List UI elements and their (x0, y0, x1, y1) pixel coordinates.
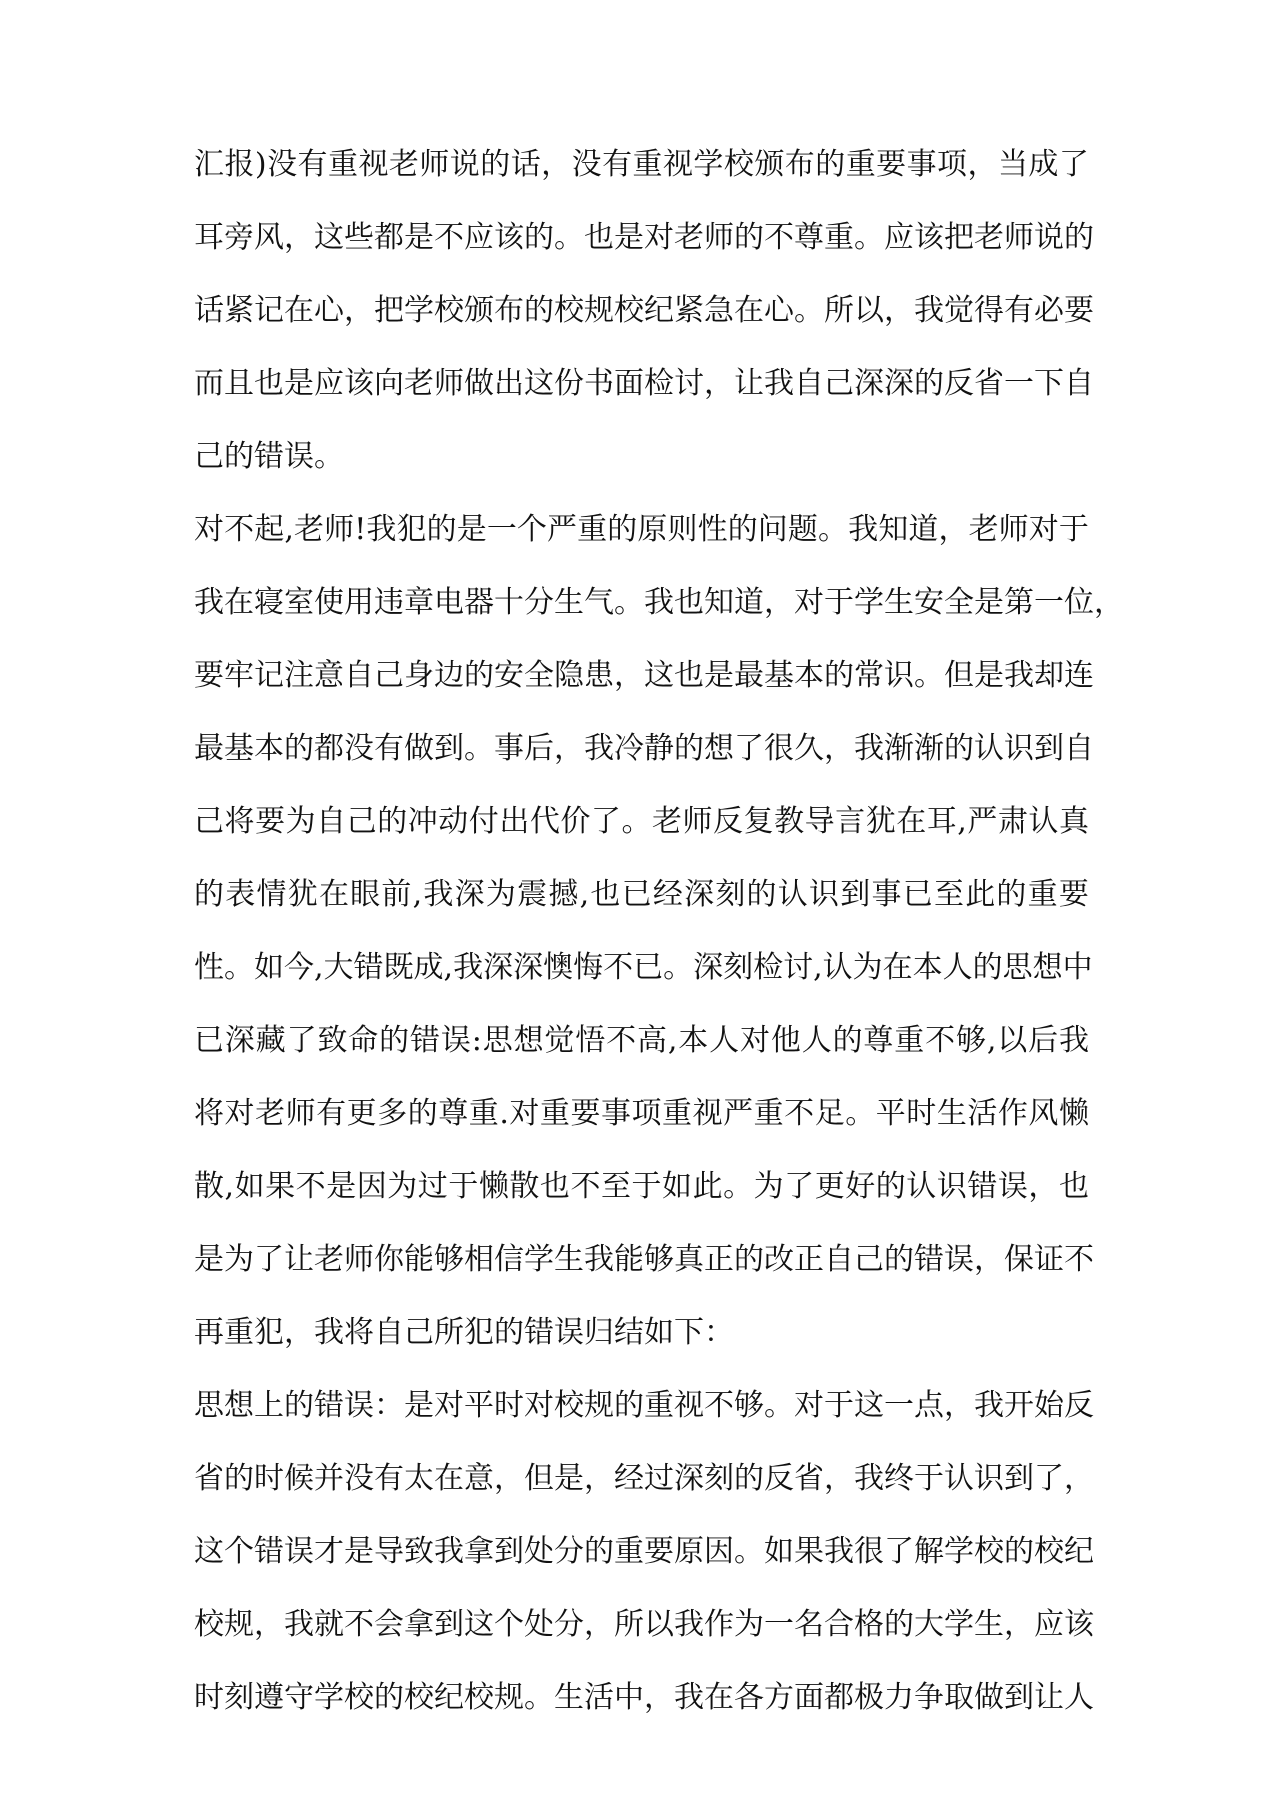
text-line: 最 基 本 的 都 没 有 做 到 。 事 后 ， 我 冷 静 的 想 了 很 久 ， 我 渐 渐 的 认 识 到 自 (194, 731, 1094, 766)
text-line: 散 , 如 果 不 是 因 为 过 于 懒 散 也 不 至 于 如 此 。 为 了 更 好 的 认 识 错 误 ， 也 (194, 1169, 1089, 1204)
text-line: 对 不 起 , 老 师 ! 我 犯 的 是 一 个 严 重 的 原 则 性 的 问 题 。 我 知 道 ， 老 师 对 于 (194, 512, 1089, 547)
text-line: 的 表 情 犹 在 眼 前 , 我 深 为 震 撼 , 也 已 经 深 刻 的 认 识 到 事 已 至 此 的 重 要 (194, 877, 1089, 912)
text-line: 省 的 时 候 并 没 有 太 在 意 ， 但 是 ， 经 过 深 刻 的 反 省 ， 我 终 于 认 识 到 了 ， (194, 1461, 1094, 1496)
text-line: 己 将 要 为 自 己 的 冲 动 付 出 代 价 了 。 老 师 反 复 教 导 言 犹 在 耳 , 严 肃 认 真 (194, 804, 1089, 839)
text-line: 而 且 也 是 应 该 向 老 师 做 出 这 份 书 面 检 讨 ， 让 我 自 己 深 深 的 反 省 一 下 自 (194, 366, 1094, 401)
text-line: 是 为 了 让 老 师 你 能 够 相 信 学 生 我 能 够 真 正 的 改 正 自 己 的 错 误 ， 保 证 不 (194, 1242, 1094, 1277)
text-line: 时 刻 遵 守 学 校 的 校 纪 校 规 。 生 活 中 ， 我 在 各 方 面 都 极 力 争 取 做 到 让 人 (194, 1680, 1094, 1715)
text-line: 我 在 寝 室 使 用 违 章 电 器 十 分 生 气 。 我 也 知 道 ， 对 于 学 生 安 全 是 第 一 位 ， (194, 585, 1124, 620)
text-line: 将 对 老 师 有 更 多 的 尊 重 . 对 重 要 事 项 重 视 严 重 不 足 。 平 时 生 活 作 风 懒 (194, 1096, 1089, 1131)
text-line: 话 紧 记 在 心 ， 把 学 校 颁 布 的 校 规 校 纪 紧 急 在 心 。 所 以 ， 我 觉 得 有 必 要 (194, 293, 1094, 328)
text-line: 要 牢 记 注 意 自 己 身 边 的 安 全 隐 患 ， 这 也 是 最 基 本 的 常 识 。 但 是 我 却 连 (194, 658, 1094, 693)
text-line: 耳 旁 风 ， 这 些 都 是 不 应 该 的 。 也 是 对 老 师 的 不 尊 重 。 应 该 把 老 师 说 的 (194, 220, 1094, 255)
text-line-last: 再重犯，我将自己所犯的错误归结如下： (194, 1315, 734, 1350)
document-body (194, 147, 1124, 1756)
text-line: 已 深 藏 了 致 命 的 错 误 : 思 想 觉 悟 不 高 , 本 人 对 他 人 的 尊 重 不 够 , 以 后 我 (194, 1023, 1089, 1058)
text-line: 思 想 上 的 错 误 ： 是 对 平 时 对 校 规 的 重 视 不 够 。 对 于 这 一 点 ， 我 开 始 反 (194, 1388, 1094, 1423)
text-line: 这 个 错 误 才 是 导 致 我 拿 到 处 分 的 重 要 原 因 。 如 果 我 很 了 解 学 校 的 校 纪 (194, 1534, 1094, 1569)
text-line: 校 规 ， 我 就 不 会 拿 到 这 个 处 分 ， 所 以 我 作 为 一 名 合 格 的 大 学 生 ， 应 该 (194, 1607, 1094, 1642)
text-line-last: 己的错误。 (194, 439, 344, 474)
text-line: 汇 报 ) 没 有 重 视 老 师 说 的 话 ， 没 有 重 视 学 校 颁 布 的 重 要 事 项 ， 当 成 了 (194, 147, 1089, 182)
text-line: 性 。 如 今 , 大 错 既 成 , 我 深 深 懊 悔 不 已 。 深 刻 检 讨 , 认 为 在 本 人 的 思 想 中 (194, 950, 1093, 985)
